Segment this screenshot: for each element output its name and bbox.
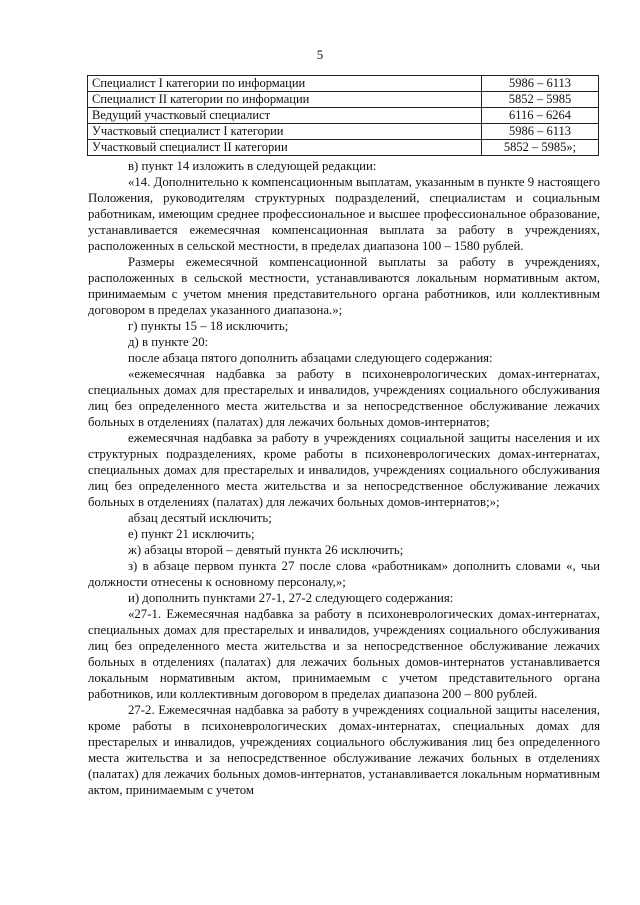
paragraph-point-14: «14. Дополнительно к компенсационным выплатам, указанным в пункте 9 настоящего Положения, руководителям структурных подразделений, специалистам и социальным работникам, имеющим среднее профессиональное и высшее профессиональное образование, устанавливается ежемесячная компенсационная выплата за работу в учреждениях, расположенных в сельской местности, в пределах диапазона 100 – 1580 рублей. <box>88 175 600 253</box>
paragraph-item-i: и) дополнить пунктами 27-1, 27-2 следующего содержания: <box>128 591 454 605</box>
range-cell: 5986 – 6113 <box>482 124 599 140</box>
range-cell: 5852 – 5985»; <box>482 140 599 156</box>
document-body <box>88 158 600 798</box>
range-cell: 5852 – 5985 <box>482 92 599 108</box>
paragraph-compensation-size: Размеры ежемесячной компенсационной выплаты за работу в учреждениях, расположенных в сельской местности, устанавливаются локальным нормативным актом, принимаемым с учетом мнения представительного органа работников, или коллективным договором в пределах указанного диапазона.»; <box>88 255 600 317</box>
salary-table <box>87 75 599 156</box>
table-row <box>88 92 599 108</box>
paragraph-after-fifth: после абзаца пятого дополнить абзацами следующего содержания: <box>128 351 493 365</box>
table-row <box>88 76 599 92</box>
table-row <box>88 124 599 140</box>
position-cell: Участковый специалист II категории <box>88 140 482 156</box>
table-row <box>88 140 599 156</box>
paragraph-allowance-psycho: «ежемесячная надбавка за работу в психоневрологических домах-интернатах, специальных домах для престарелых и инвалидов, учреждениях социального обслуживания лиц без определенного места жительства и за непосредственное обслуживание лежачих больных в отделениях (палатах) для лежачих больных домов-интернатов; <box>88 367 600 429</box>
paragraph-item-g: г) пункты 15 – 18 исключить; <box>128 319 289 333</box>
paragraph-tenth-excluded: абзац десятый исключить; <box>128 511 272 525</box>
range-cell: 5986 – 6113 <box>482 76 599 92</box>
position-cell: Участковый специалист I категории <box>88 124 482 140</box>
paragraph-point-27-2: 27-2. Ежемесячная надбавка за работу в учреждениях социальной защиты населения, кроме работы в психоневрологических домах-интернатах, специальных домах для престарелых и инвалидов, учреждениях социального обслуживания лиц без определенного места жительства и за непосредственное обслуживание лежачих больных в отделениях (палатах) для лежачих больных домов-интернатов, устанавливается локальным нормативным актом, принимаемым с учетом <box>88 703 600 797</box>
paragraph-allowance-social: ежемесячная надбавка за работу в учреждениях социальной защиты населения и их структурных подразделениях, кроме работы в психоневрологических домах-интернатах, специальных домах для престарелых и инвалидов, учреждениях социального обслуживания лиц без определенного места жительства и за непосредственное обслуживание лежачих больных в отделениях (палатах) для лежачих больных домов-интернатов;»; <box>88 431 600 509</box>
paragraph-item-v: в) пункт 14 изложить в следующей редакции: <box>128 159 377 173</box>
paragraph-item-e: е) пункт 21 исключить; <box>128 527 255 541</box>
position-cell: Специалист I категории по информации <box>88 76 482 92</box>
range-cell: 6116 – 6264 <box>482 108 599 124</box>
position-cell: Специалист II категории по информации <box>88 92 482 108</box>
paragraph-item-z: з) в абзаце первом пункта 27 после слова «работникам» дополнить словами «, чьи должности отнесены к основному персоналу,»; <box>88 559 600 589</box>
paragraph-item-zh: ж) абзацы второй – девятый пункта 26 исключить; <box>128 543 404 557</box>
position-cell: Ведущий участковый специалист <box>88 108 482 124</box>
table-row <box>88 108 599 124</box>
paragraph-point-27-1: «27-1. Ежемесячная надбавка за работу в психоневрологических домах-интернатах, специальных домах для престарелых и инвалидов, учреждениях социального обслуживания лиц без определенного места жительства и за непосредственное обслуживание лежачих больных в отделениях (палатах) для лежачих больных домов-интернатов устанавливается локальным нормативным актом, принимаемым с учетом представительного органа работников, или коллективным договором в пределах диапазона 200 – 800 рублей. <box>88 607 600 701</box>
page-number: 5 <box>316 47 324 62</box>
paragraph-item-d: д) в пункте 20: <box>128 335 209 349</box>
